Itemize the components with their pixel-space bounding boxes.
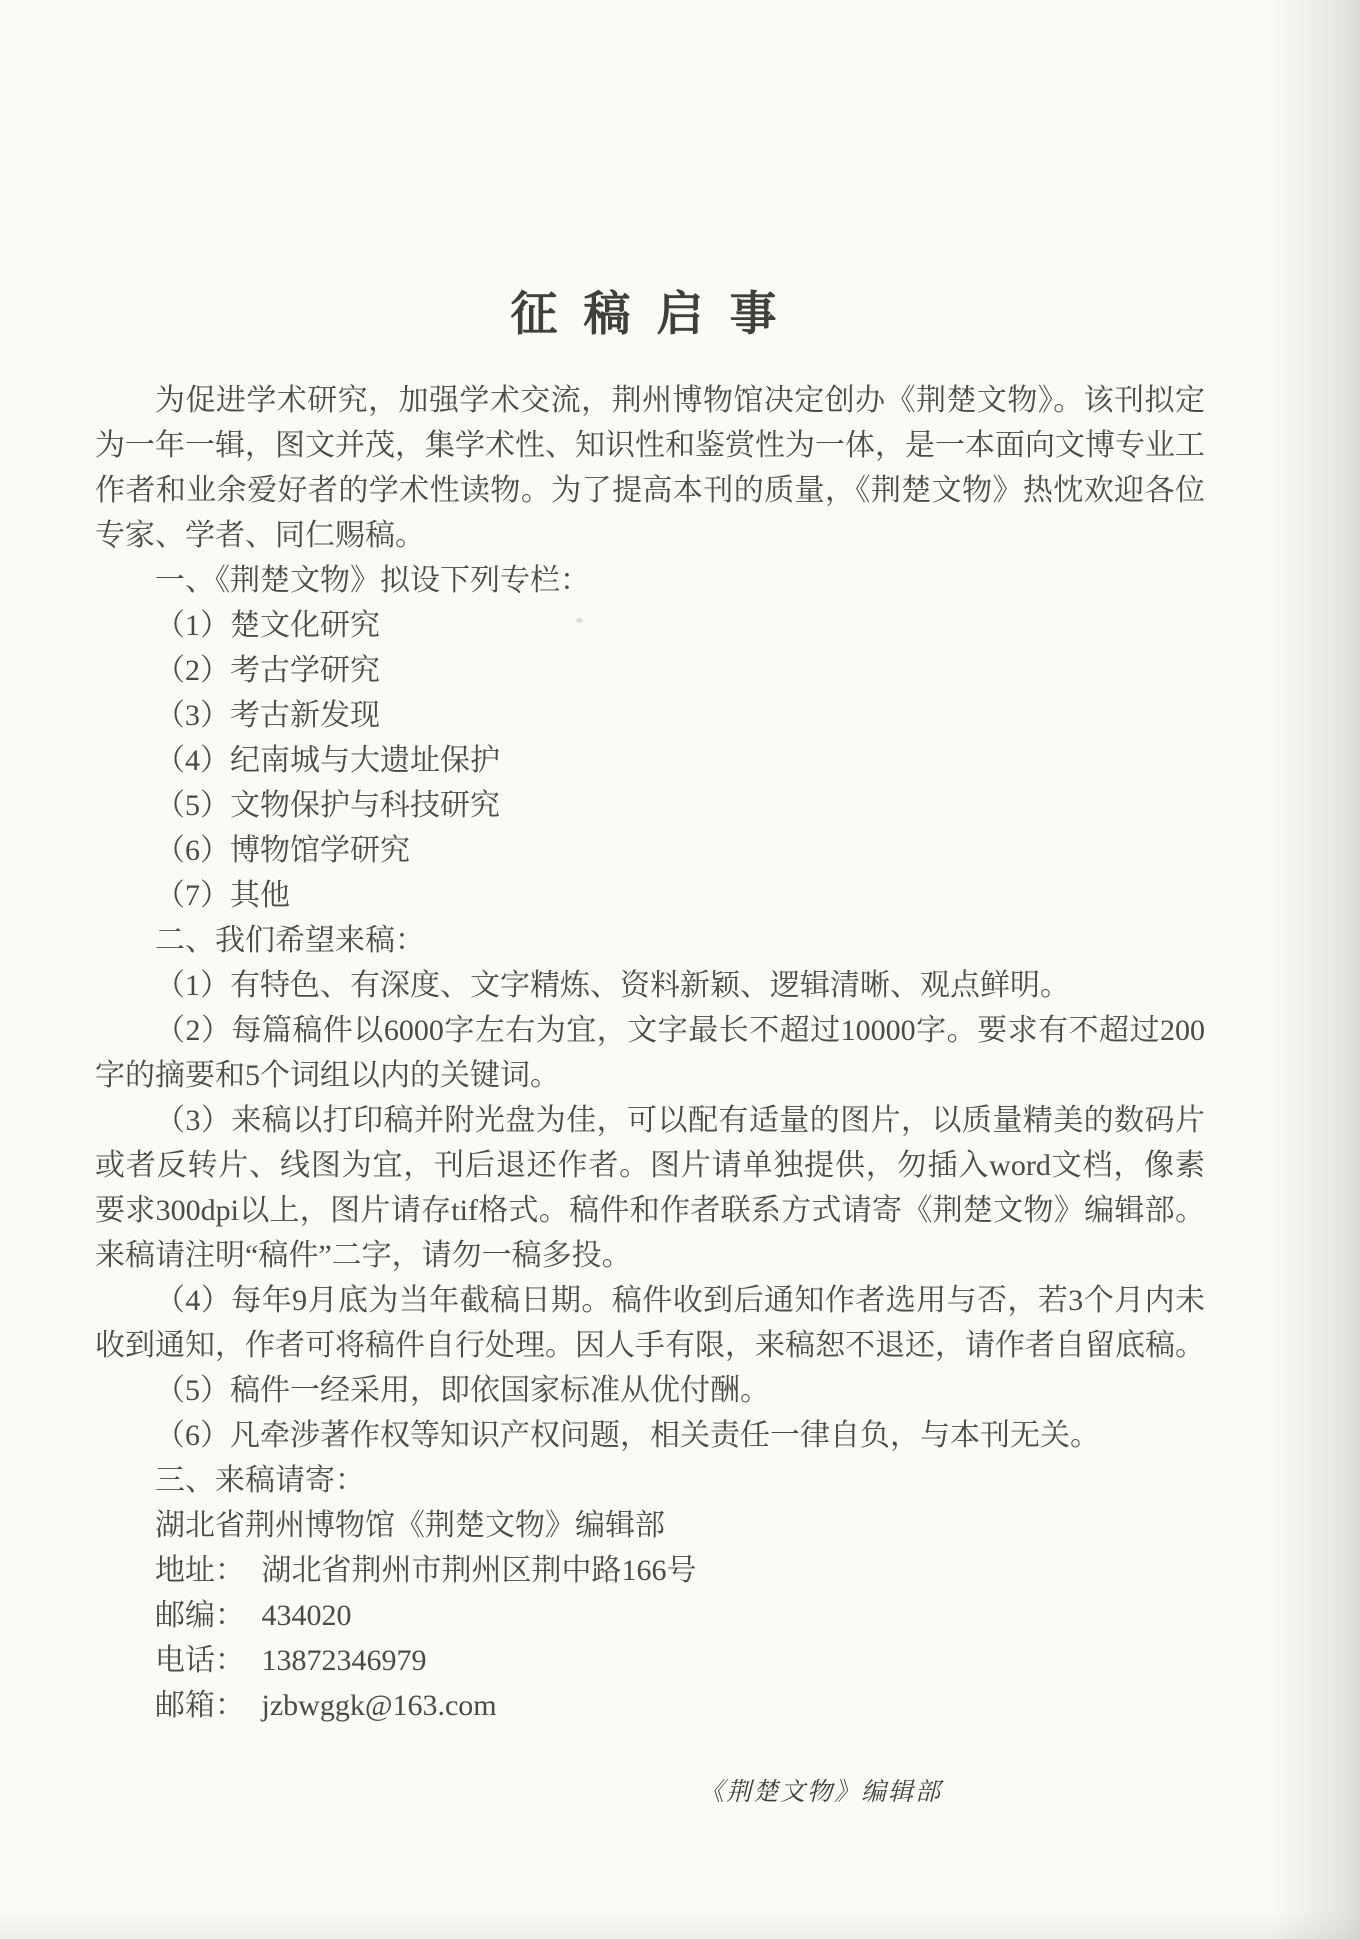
list-item: （5）稿件一经采用，即依国家标准从优付酬。 bbox=[155, 1374, 770, 1407]
phone-label: 电话： bbox=[155, 1644, 245, 1677]
postcode-line bbox=[95, 1593, 1205, 1638]
list-item: （7）其他 bbox=[155, 879, 290, 912]
list-item: （4）每年9月底为当年截稿日期。稿件收到后通知作者选用与否，若3个月内未收到通知，作者可将稿件自行处理。因人手有限，来稿恕不退还，请作者自留底稿。 bbox=[95, 1284, 1205, 1362]
list-item: （4）纪南城与大遗址保护 bbox=[155, 744, 500, 777]
document-body bbox=[95, 378, 1205, 1728]
intro-paragraph: 为促进学术研究，加强学术交流，荆州博物馆决定创办《荆楚文物》。该刊拟定为一年一辑，图文并茂，集学术性、知识性和鉴赏性为一体，是一本面向文博专业工作者和业余爱好者的学术性读物。为了提高本刊的质量，《荆楚文物》热忱欢迎各位专家、学者、同仁赐稿。 bbox=[95, 384, 1205, 552]
list-item: （2）考古学研究 bbox=[155, 654, 380, 687]
address-label: 地址： bbox=[155, 1554, 245, 1587]
list-item: （6）博物馆学研究 bbox=[155, 834, 410, 867]
page-title: 征稿启事 bbox=[510, 289, 803, 342]
section3-heading: 三、来稿请寄： bbox=[155, 1464, 365, 1497]
email-label: 邮箱： bbox=[155, 1689, 245, 1722]
section1-heading: 一、《荆楚文物》拟设下列专栏： bbox=[155, 564, 590, 597]
list-item: （3）考古新发现 bbox=[155, 699, 380, 732]
list-item: （3）来稿以打印稿并附光盘为佳，可以配有适量的图片，以质量精美的数码片或者反转片、线图为宜，刊后退还作者。图片请单独提供，勿插入word文档，像素要求300dpi以上，图片请存tif格式。稿件和作者联系方式请寄《荆楚文物》编辑部。来稿请注明“稿件”二字，请勿一稿多投。 bbox=[95, 1104, 1205, 1272]
recipient-line: 湖北省荆州博物馆《荆楚文物》编辑部 bbox=[155, 1509, 665, 1542]
list-item: （5）文物保护与科技研究 bbox=[155, 789, 500, 822]
address-value: 湖北省荆州市荆州区荆中路166号 bbox=[261, 1554, 697, 1587]
postcode-value: 434020 bbox=[261, 1599, 352, 1632]
editorial-signature: 《荆楚文物》编辑部 bbox=[698, 1779, 942, 1806]
list-item: （1）有特色、有深度、文字精炼、资料新颖、逻辑清晰、观点鲜明。 bbox=[155, 969, 1070, 1002]
email-line bbox=[95, 1683, 1205, 1728]
address-line bbox=[95, 1548, 1205, 1593]
list-item: （2）每篇稿件以6000字左右为宜，文字最长不超过10000字。要求有不超过200字的摘要和5个词组以内的关键词。 bbox=[95, 1014, 1205, 1092]
list-item: （1）楚文化研究 bbox=[155, 609, 380, 642]
email-value: jzbwggk@163.com bbox=[261, 1689, 497, 1722]
section2-heading: 二、我们希望来稿： bbox=[155, 924, 425, 957]
list-item: （6）凡牵涉著作权等知识产权问题，相关责任一律自负，与本刊无关。 bbox=[155, 1419, 1100, 1452]
phone-line bbox=[95, 1638, 1205, 1683]
phone-value: 13872346979 bbox=[261, 1644, 427, 1677]
postcode-label: 邮编： bbox=[155, 1599, 245, 1632]
